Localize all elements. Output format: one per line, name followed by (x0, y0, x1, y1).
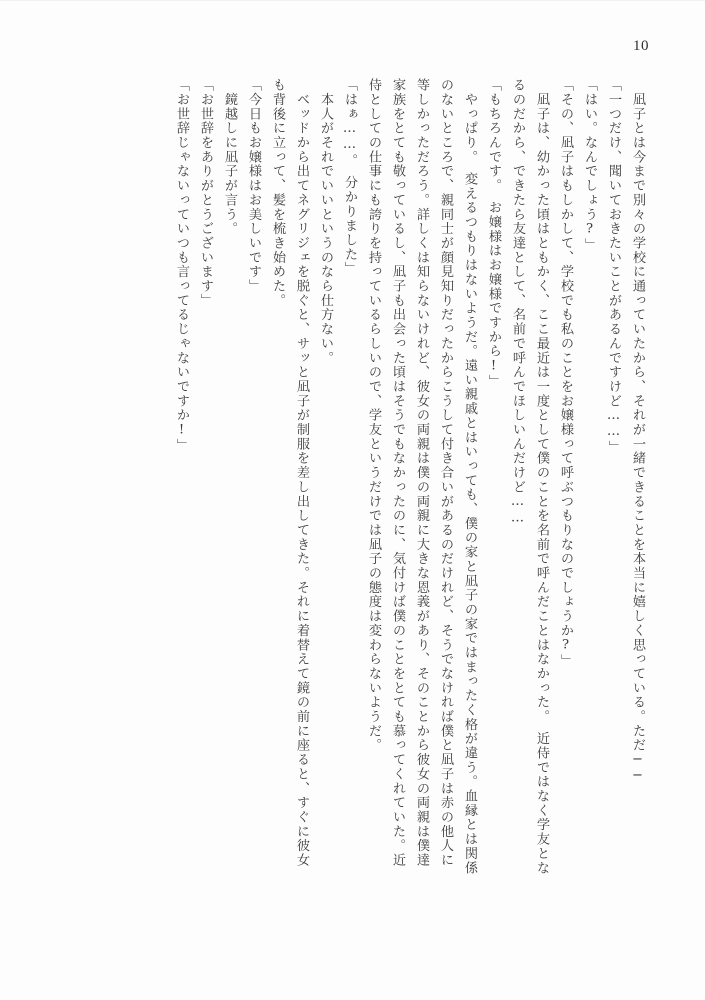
text-line: 家族をとても敬っているし、凪子も出会った頃はそうでもなかったのに、気付けば僕のことをとても慕ってくれていた。近 (390, 78, 405, 868)
text-line: やっぱり。 変えるつもりはないようだ。遠い親戚とはいっても、僕の家と凪子の家ではまったく格が違う。血縁とは関係 (462, 78, 477, 875)
vertical-text-block (56, 78, 649, 952)
text-line: 等しかっただろう。詳しくは知らないけれど、彼女の両親は僕の両親に大きな恩義があり、そのことから彼女の両親は僕達 (414, 78, 429, 868)
text-line: 「はい。なんでしょう?」 (582, 78, 597, 252)
text-line: 「もちろんです。 お嬢様はお嬢様ですから!」 (486, 78, 501, 389)
text-line: るのだから、できたら友達として、名前で呼んでほしいんだけど…… (510, 78, 525, 527)
text-line: 「今日もお嬢様はお美しいです」 (246, 78, 261, 294)
page-number: 10 (633, 38, 649, 54)
page-top-edge (0, 0, 705, 1)
text-line: 鏡越しに凪子が言う。 (222, 78, 237, 236)
text-line: のないところで、親同士が顔見知りだったからこうして付き合いがあるのだけれど、そうでなければ僕と凪子は赤の他人に (438, 78, 453, 868)
text-line: 凪子とは今まで別々の学校に通っていたから、それが一緒できることを本当に嬉しく思っている。ただ── (630, 78, 645, 785)
text-line: 「一つだけ、聞いておきたいことがあるんですけど……」 (606, 78, 621, 455)
text-line: 「お世辞をありがとうございます」 (198, 78, 213, 308)
text-line: ベッドから出てネグリジェを脱ぐと、サッと凪子が制服を差し出してきた。それに着替えて鏡の前に座ると、すぐに彼女 (294, 78, 309, 868)
text-line: 侍としての仕事にも誇りを持っているらしいので、学友というだけでは凪子の態度は変わらないようだ。 (366, 78, 381, 753)
text-line: 「その、凪子はもしかして、学校でも私のことをお嬢様って呼ぶつもりなのでしょうか?」 (558, 78, 573, 669)
text-line: 凪子は、幼かった頃はともかく、ここ最近は一度として僕のことを名前で呼んだことはなかった。 近侍ではなく学友とな (534, 78, 549, 875)
text-line: も背後に立って、髪を梳き始めた。 (270, 78, 285, 308)
text-line: 「お世辞じゃないっていつも言ってるじゃないですか!」 (174, 78, 189, 453)
text-line: 「はぁ……。 分かりました」 (342, 78, 357, 276)
text-line: 本人がそれでいいというのなら仕方ない。 (318, 78, 333, 365)
